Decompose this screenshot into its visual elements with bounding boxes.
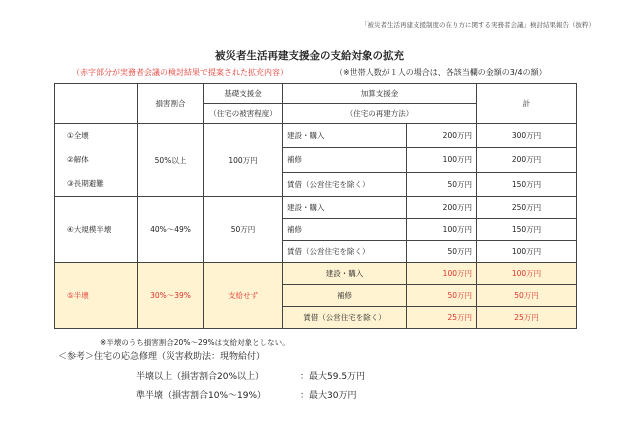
category-label: ①全壊 xyxy=(67,131,89,140)
header-total: 計 xyxy=(477,84,577,124)
header-additional-sub: （住宅の再建方法） xyxy=(283,104,477,124)
category-cell xyxy=(55,263,138,329)
table-row xyxy=(55,124,577,148)
basic-amount: 支給せず xyxy=(204,263,283,329)
header-damage-ratio: 損害割合 xyxy=(138,84,204,124)
household-note: （※世帯人数が１人の場合は、各該当欄の金額の3/4の額） xyxy=(335,68,547,77)
additional-amount: 100万円 xyxy=(407,219,477,241)
basic-amount: 100万円 xyxy=(204,124,283,197)
additional-amount: 25万円 xyxy=(407,307,477,329)
rebuild-method: 建設・購入 xyxy=(283,263,407,285)
damage-ratio: 30%～39% xyxy=(138,263,204,329)
total-amount: 100万円 xyxy=(477,241,577,263)
total-amount: 150万円 xyxy=(477,172,577,196)
additional-amount: 200万円 xyxy=(407,197,477,219)
reference-item-label: 半壊以上（損害割合20%以上） xyxy=(136,372,265,382)
additional-amount: 100万円 xyxy=(407,263,477,285)
rebuild-method: 補修 xyxy=(283,285,407,307)
support-table xyxy=(54,83,577,329)
category-label: ⑤半壊 xyxy=(67,290,89,300)
rebuild-method: 賃借（公営住宅を除く） xyxy=(283,307,407,329)
basic-amount: 50万円 xyxy=(204,197,283,263)
total-amount: 150万円 xyxy=(477,219,577,241)
rebuild-method: 賃借（公営住宅を除く） xyxy=(283,241,407,263)
reference-title: ＜参考＞住宅の応急修理（災害救助法：現物給付） xyxy=(58,352,266,362)
report-reference: 「被災者生活再建支援制度の在り方に関する実務者会議」検討結果報告（抜粋） xyxy=(361,21,595,29)
rebuild-method: 補修 xyxy=(283,148,407,172)
category-cell xyxy=(55,197,138,263)
red-proposal-note: （赤字部分が実務者会議の検討結果で提案された拡充内容） xyxy=(72,68,288,77)
total-amount: 50万円 xyxy=(477,285,577,307)
footnote: ※半壊のうち損害割合20%～29%は支給対象としない。 xyxy=(100,338,290,347)
total-amount: 300万円 xyxy=(477,124,577,148)
additional-amount: 50万円 xyxy=(407,241,477,263)
reference-item-value: ：最大30万円 xyxy=(300,391,357,401)
category-label: ③長期避難 xyxy=(67,179,104,188)
rebuild-method: 建設・購入 xyxy=(283,124,407,148)
additional-amount: 50万円 xyxy=(407,285,477,307)
damage-ratio: 50%以上 xyxy=(138,124,204,197)
rebuild-method: 賃借（公営住宅を除く） xyxy=(283,172,407,196)
table-row xyxy=(55,197,577,219)
table-row xyxy=(55,263,577,285)
total-amount: 25万円 xyxy=(477,307,577,329)
table-header-row xyxy=(55,84,577,104)
total-amount: 100万円 xyxy=(477,263,577,285)
page-title: 被災者生活再建支援金の支給対象の拡充 xyxy=(215,50,404,62)
header-basic-sub: （住宅の被害程度） xyxy=(204,104,283,124)
additional-amount: 50万円 xyxy=(407,172,477,196)
rebuild-method: 補修 xyxy=(283,219,407,241)
header-category xyxy=(55,84,138,124)
category-cell xyxy=(55,124,138,197)
total-amount: 200万円 xyxy=(477,148,577,172)
reference-item-label: 準半壊（損害割合10%～19%） xyxy=(136,391,267,401)
additional-amount: 100万円 xyxy=(407,148,477,172)
damage-ratio: 40%～49% xyxy=(138,197,204,263)
total-amount: 250万円 xyxy=(477,197,577,219)
additional-amount: 200万円 xyxy=(407,124,477,148)
reference-item-value: ：最大59.5万円 xyxy=(300,372,366,382)
category-label: ④大規模半壊 xyxy=(67,224,112,234)
category-label: ②解体 xyxy=(67,155,89,164)
rebuild-method: 建設・購入 xyxy=(283,197,407,219)
header-additional: 加算支援金 xyxy=(283,84,477,104)
header-basic: 基礎支援金 xyxy=(204,84,283,104)
